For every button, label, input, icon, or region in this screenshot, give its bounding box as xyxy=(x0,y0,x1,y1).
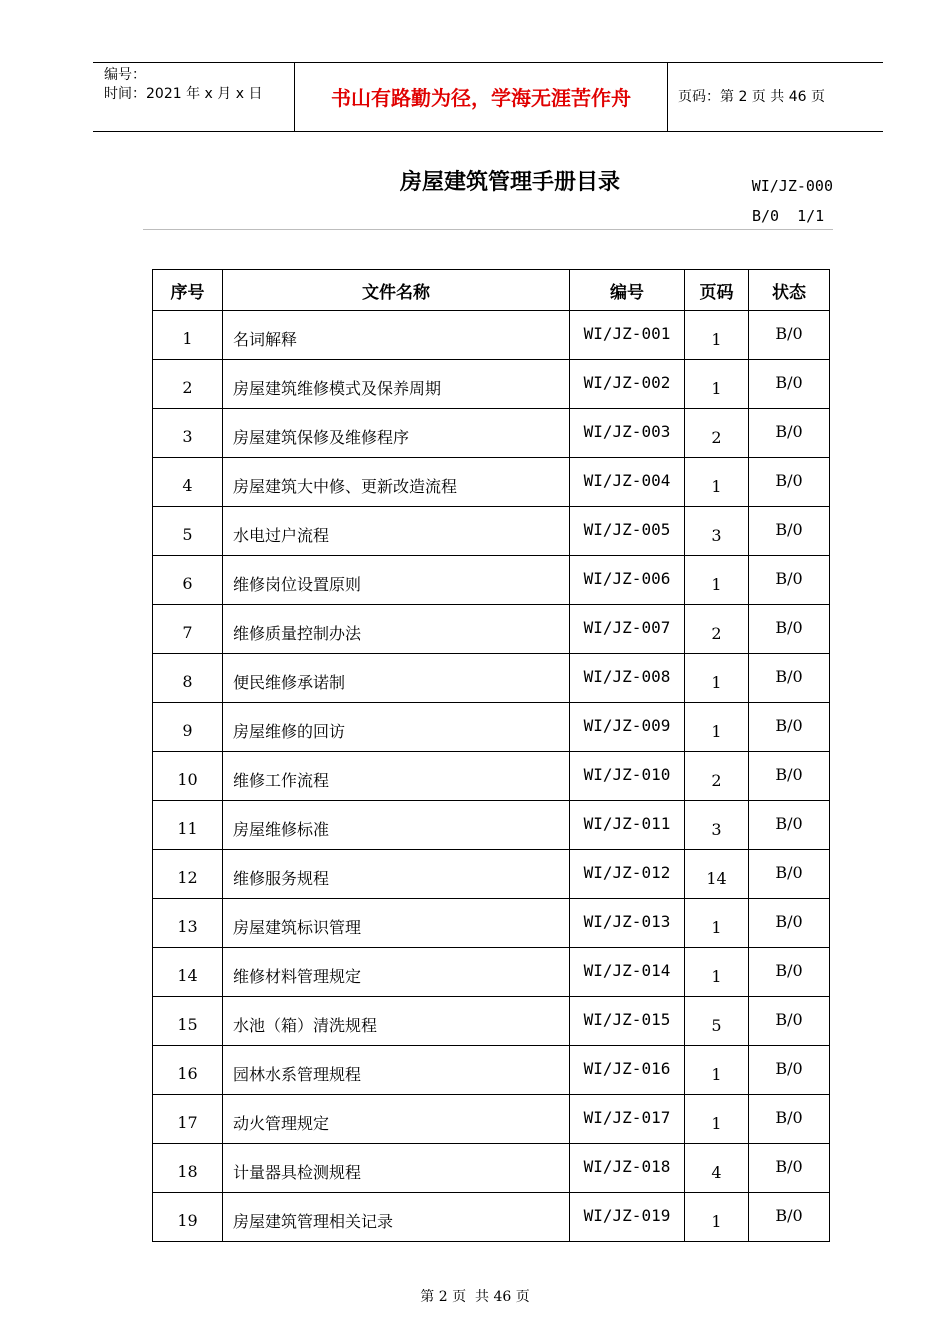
row-page-count: 2 xyxy=(685,752,749,801)
document-number: WI/JZ-000 xyxy=(751,177,833,195)
header-page-cell xyxy=(668,63,883,131)
row-page-count: 1 xyxy=(685,654,749,703)
row-status: B/0 xyxy=(749,654,830,703)
document-version: B/0 xyxy=(752,207,780,225)
row-page-count: 2 xyxy=(685,409,749,458)
row-file-name: 便民维修承诺制 xyxy=(223,654,570,703)
row-file-code: WI/JZ-012 xyxy=(570,850,685,899)
table-row xyxy=(153,605,830,654)
row-seq: 2 xyxy=(153,360,223,409)
motto-text: 书山有路勤为径，学海无涯苦作舟 xyxy=(331,86,631,110)
title-divider xyxy=(143,229,833,230)
row-seq: 5 xyxy=(153,507,223,556)
row-status: B/0 xyxy=(749,458,830,507)
row-page-count: 1 xyxy=(685,1095,749,1144)
row-status: B/0 xyxy=(749,507,830,556)
row-page-count: 5 xyxy=(685,997,749,1046)
row-file-code: WI/JZ-017 xyxy=(570,1095,685,1144)
row-file-name: 维修岗位设置原则 xyxy=(223,556,570,605)
table-row xyxy=(153,409,830,458)
row-status: B/0 xyxy=(749,850,830,899)
row-file-name: 维修材料管理规定 xyxy=(223,948,570,997)
header-name: 文件名称 xyxy=(223,270,570,311)
row-seq: 16 xyxy=(153,1046,223,1095)
row-seq: 1 xyxy=(153,311,223,360)
row-status: B/0 xyxy=(749,899,830,948)
table-row xyxy=(153,1144,830,1193)
header-status: 状态 xyxy=(749,270,830,311)
row-file-code: WI/JZ-015 xyxy=(570,997,685,1046)
row-page-count: 1 xyxy=(685,899,749,948)
row-page-count: 1 xyxy=(685,458,749,507)
row-file-code: WI/JZ-003 xyxy=(570,409,685,458)
table-row xyxy=(153,997,830,1046)
row-page-count: 1 xyxy=(685,703,749,752)
header-meta-cell xyxy=(93,63,295,131)
row-status: B/0 xyxy=(749,360,830,409)
row-file-name: 园林水系管理规程 xyxy=(223,1046,570,1095)
row-page-count: 3 xyxy=(685,507,749,556)
row-status: B/0 xyxy=(749,311,830,360)
document-title: 房屋建筑管理手册目录 xyxy=(399,170,620,195)
row-seq: 10 xyxy=(153,752,223,801)
table-row xyxy=(153,458,830,507)
header-code: 编号 xyxy=(570,270,685,311)
table-row xyxy=(153,703,830,752)
row-page-count: 14 xyxy=(685,850,749,899)
row-file-code: WI/JZ-004 xyxy=(570,458,685,507)
document-page: 1/1 xyxy=(797,207,825,225)
row-file-code: WI/JZ-006 xyxy=(570,556,685,605)
version-line xyxy=(752,206,824,226)
row-page-count: 4 xyxy=(685,1144,749,1193)
row-status: B/0 xyxy=(749,409,830,458)
row-file-code: WI/JZ-008 xyxy=(570,654,685,703)
row-file-code: WI/JZ-001 xyxy=(570,311,685,360)
row-file-name: 水电过户流程 xyxy=(223,507,570,556)
row-page-count: 2 xyxy=(685,605,749,654)
row-file-code: WI/JZ-007 xyxy=(570,605,685,654)
row-file-code: WI/JZ-005 xyxy=(570,507,685,556)
row-seq: 15 xyxy=(153,997,223,1046)
header-seq: 序号 xyxy=(153,270,223,311)
row-page-count: 1 xyxy=(685,1193,749,1242)
row-seq: 18 xyxy=(153,1144,223,1193)
row-page-count: 3 xyxy=(685,801,749,850)
row-status: B/0 xyxy=(749,997,830,1046)
serial-label: 编号： xyxy=(104,67,146,83)
table-row xyxy=(153,507,830,556)
row-file-name: 房屋建筑大中修、更新改造流程 xyxy=(223,458,570,507)
row-page-count: 1 xyxy=(685,360,749,409)
page-header xyxy=(93,62,883,132)
row-file-name: 维修质量控制办法 xyxy=(223,605,570,654)
header-pages: 页码 xyxy=(685,270,749,311)
row-file-code: WI/JZ-018 xyxy=(570,1144,685,1193)
table-body xyxy=(153,311,830,1242)
table-row xyxy=(153,801,830,850)
row-page-count: 1 xyxy=(685,311,749,360)
row-status: B/0 xyxy=(749,948,830,997)
header-motto-cell xyxy=(295,63,668,131)
row-seq: 19 xyxy=(153,1193,223,1242)
row-file-name: 房屋建筑保修及维修程序 xyxy=(223,409,570,458)
row-file-name: 房屋建筑维修模式及保养周期 xyxy=(223,360,570,409)
time-label: 时间：2021 年 x 月 x 日 xyxy=(104,86,263,102)
row-seq: 11 xyxy=(153,801,223,850)
row-status: B/0 xyxy=(749,1144,830,1193)
table-row xyxy=(153,850,830,899)
table-row xyxy=(153,1046,830,1095)
row-status: B/0 xyxy=(749,752,830,801)
row-seq: 8 xyxy=(153,654,223,703)
table-row xyxy=(153,360,830,409)
row-file-code: WI/JZ-016 xyxy=(570,1046,685,1095)
row-seq: 12 xyxy=(153,850,223,899)
row-file-name: 维修服务规程 xyxy=(223,850,570,899)
header-page-info: 页码：第 2 页 共 46 页 xyxy=(678,89,825,105)
row-file-name: 房屋建筑管理相关记录 xyxy=(223,1193,570,1242)
row-file-code: WI/JZ-019 xyxy=(570,1193,685,1242)
page-footer: 第 2 页 共 46 页 xyxy=(420,1289,530,1305)
row-file-name: 名词解释 xyxy=(223,311,570,360)
row-file-code: WI/JZ-002 xyxy=(570,360,685,409)
row-seq: 13 xyxy=(153,899,223,948)
row-file-name: 房屋维修标准 xyxy=(223,801,570,850)
table-row xyxy=(153,752,830,801)
row-page-count: 1 xyxy=(685,1046,749,1095)
row-status: B/0 xyxy=(749,801,830,850)
row-file-name: 计量器具检测规程 xyxy=(223,1144,570,1193)
table-row xyxy=(153,1095,830,1144)
row-seq: 14 xyxy=(153,948,223,997)
table-row xyxy=(153,1193,830,1242)
row-file-code: WI/JZ-010 xyxy=(570,752,685,801)
row-page-count: 1 xyxy=(685,948,749,997)
table-row xyxy=(153,556,830,605)
table-row xyxy=(153,311,830,360)
row-status: B/0 xyxy=(749,703,830,752)
row-seq: 6 xyxy=(153,556,223,605)
row-page-count: 1 xyxy=(685,556,749,605)
row-status: B/0 xyxy=(749,1046,830,1095)
row-status: B/0 xyxy=(749,1095,830,1144)
row-file-code: WI/JZ-014 xyxy=(570,948,685,997)
row-file-name: 房屋维修的回访 xyxy=(223,703,570,752)
row-file-name: 动火管理规定 xyxy=(223,1095,570,1144)
row-seq: 17 xyxy=(153,1095,223,1144)
row-status: B/0 xyxy=(749,1193,830,1242)
row-seq: 9 xyxy=(153,703,223,752)
row-seq: 3 xyxy=(153,409,223,458)
row-seq: 4 xyxy=(153,458,223,507)
table-row xyxy=(153,899,830,948)
table-row xyxy=(153,654,830,703)
table-row xyxy=(153,948,830,997)
contents-table xyxy=(152,269,830,1242)
row-file-code: WI/JZ-013 xyxy=(570,899,685,948)
row-file-code: WI/JZ-009 xyxy=(570,703,685,752)
row-file-name: 维修工作流程 xyxy=(223,752,570,801)
table-header-row xyxy=(153,270,830,311)
row-file-code: WI/JZ-011 xyxy=(570,801,685,850)
row-seq: 7 xyxy=(153,605,223,654)
row-file-name: 水池（箱）清洗规程 xyxy=(223,997,570,1046)
row-status: B/0 xyxy=(749,556,830,605)
row-file-name: 房屋建筑标识管理 xyxy=(223,899,570,948)
row-status: B/0 xyxy=(749,605,830,654)
